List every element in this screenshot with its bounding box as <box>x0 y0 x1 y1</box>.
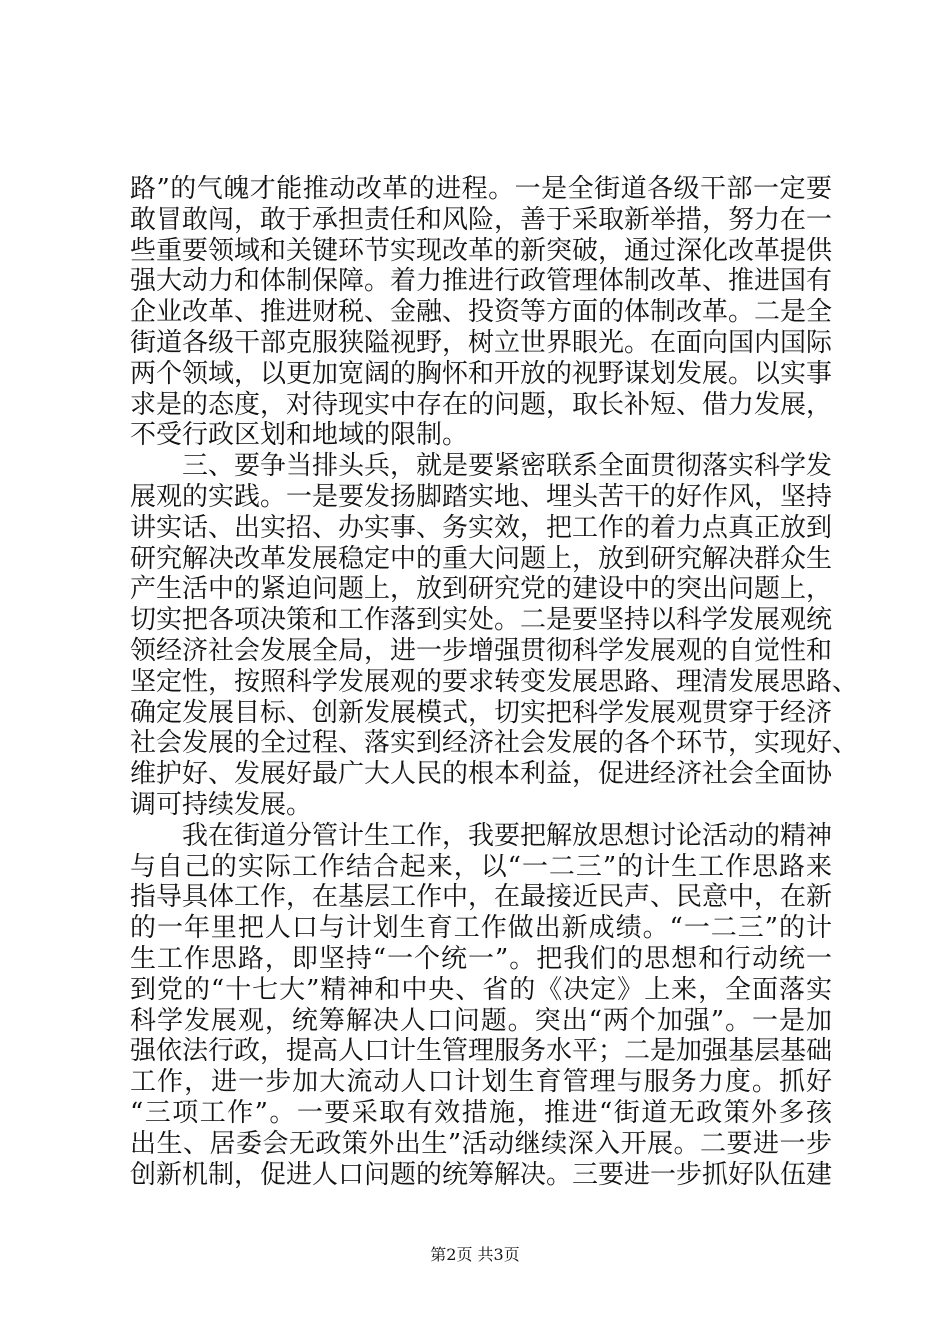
text-line: 调可持续发展。 <box>130 789 313 820</box>
text-line: 确定发展目标、创新发展模式，切实把科学发展观贯穿于经济 <box>130 697 833 728</box>
text-line: 街道各级干部克服狭隘视野，树立世界眼光。在面向国内国际 <box>130 327 833 358</box>
document-body <box>130 174 859 1190</box>
text-line: 研究解决改革发展稳定中的重大问题上，放到研究解决群众生 <box>130 543 833 574</box>
text-line: 生工作思路，即坚持“一个统一”。把我们的思想和行动统一 <box>130 943 832 974</box>
text-line: 强依法行政，提高人口计生管理服务水平；二是加强基层基础 <box>130 1036 833 1067</box>
text-line: 领经济社会发展全局，进一步增强贯彻科学发展观的自觉性和 <box>130 635 833 666</box>
text-line: 求是的态度，对待现实中存在的问题，取长补短、借力发展， <box>130 389 833 420</box>
text-line: 创新机制，促进人口问题的统筹解决。三要进一步抓好队伍建 <box>130 1159 833 1190</box>
text-line: 展观的实践。一是要发扬脚踏实地、埋头苦干的好作风，坚持 <box>130 481 833 512</box>
paragraph <box>130 174 835 451</box>
text-line: 的一年里把人口与计划生育工作做出新成绩。“一二三”的计 <box>130 913 832 944</box>
paragraph <box>130 821 835 1191</box>
text-line: 指导具体工作，在基层工作中，在最接近民声、民意中，在新 <box>130 882 833 913</box>
text-line: 到党的“十七大”精神和中央、省的《决定》上来，全面落实 <box>130 974 832 1005</box>
text-line: 工作，进一步加大流动人口计划生育管理与服务力度。抓好 <box>130 1067 832 1098</box>
text-line: 切实把各项决策和工作落到实处。二是要坚持以科学发展观统 <box>130 605 833 636</box>
text-line: 路”的气魄才能推动改革的进程。一是全街道各级干部一定要 <box>130 174 832 204</box>
paragraph <box>130 451 859 821</box>
text-line: 出生、居委会无政策外出生”活动继续深入开展。二要进一步 <box>130 1128 832 1159</box>
text-line: 三、要争当排头兵，就是要紧密联系全面贯彻落实科学发 <box>130 451 833 482</box>
text-line: 我在街道分管计生工作，我要把解放思想讨论活动的精神 <box>130 820 833 851</box>
text-line: 与自己的实际工作结合起来，以“一二三”的计生工作思路来 <box>130 851 832 882</box>
text-line: “三项工作”。一要采取有效措施，推进“街道无政策外多孩 <box>130 1097 832 1128</box>
text-line: 两个领域，以更加宽阔的胸怀和开放的视野谋划发展。以实事 <box>130 358 833 389</box>
text-line: 产生活中的紧迫问题上，放到研究党的建设中的突出问题上， <box>130 574 833 605</box>
text-line: 坚定性，按照科学发展观的要求转变发展思路、理清发展思路、 <box>130 666 859 697</box>
text-line: 不受行政区划和地域的限制。 <box>130 420 469 451</box>
page-footer: 第2页 共3页 <box>430 1245 520 1264</box>
text-line: 企业改革、推进财税、金融、投资等方面的体制改革。二是全 <box>130 297 833 328</box>
text-line: 科学发展观，统筹解决人口问题。突出“两个加强”。一是加 <box>130 1005 832 1036</box>
text-line: 敢冒敢闯，敢于承担责任和风险，善于采取新举措，努力在一 <box>130 204 833 235</box>
text-line: 强大动力和体制保障。着力推进行政管理体制改革、推进国有 <box>130 266 833 297</box>
text-line: 社会发展的全过程、落实到经济社会发展的各个环节，实现好、 <box>130 728 859 759</box>
text-line: 讲实话、出实招、办实事、务实效，把工作的着力点真正放到 <box>130 512 833 543</box>
text-line: 维护好、发展好最广大人民的根本利益，促进经济社会全面协 <box>130 759 833 790</box>
text-line: 些重要领域和关键环节实现改革的新突破，通过深化改革提供 <box>130 235 833 266</box>
